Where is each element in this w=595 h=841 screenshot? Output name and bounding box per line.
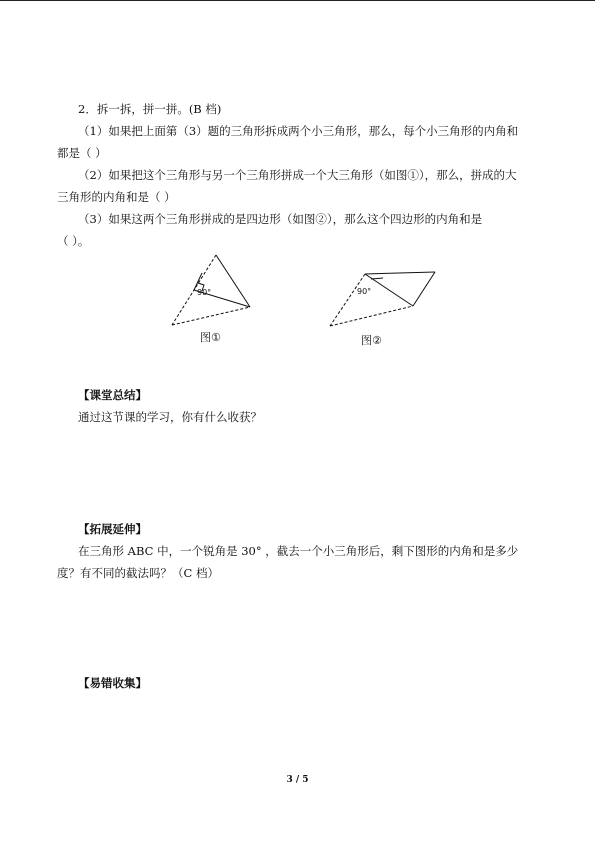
fig2-edge-top	[365, 272, 435, 274]
question-1-line-1: （1）如果把上面第（3）题的三角形拆成两个小三角形，那么，每个小三角形的内角和	[78, 124, 519, 138]
question-2-line-2: 三角形的内角和是（ ）	[57, 190, 176, 204]
fig1-caption: 图①	[200, 331, 221, 344]
question-2-line-1: （2）如果把这个三角形与另一个三角形拼成一个大三角形（如图①），那么，拼成的大	[78, 168, 517, 182]
section-title: 2．拆一拆，拼一拼。(B 档)	[78, 102, 222, 116]
fig1-edge-bottom	[172, 307, 250, 325]
question-1-line-2: 都是（ ）	[57, 146, 107, 160]
summary-heading: 【课堂总结】	[78, 388, 147, 402]
fig2-inner-line	[371, 278, 383, 279]
page-number: 3 / 5	[286, 775, 309, 785]
fig2-caption: 图②	[361, 334, 382, 347]
question-3-line-2: （ ）。	[57, 234, 90, 248]
fig2-edge-bottom	[330, 306, 413, 326]
extension-line-2: 度？有不同的截法吗？（C 档）	[57, 566, 219, 580]
fig2-edge-right	[413, 272, 435, 306]
mistakes-heading: 【易错收集】	[78, 676, 147, 690]
figure-2-diagram	[325, 260, 445, 355]
figure-1-diagram	[160, 245, 270, 355]
fig1-angle-label: 90°	[197, 288, 212, 297]
fig2-edge-left	[330, 274, 365, 326]
top-border-line	[0, 0, 595, 1]
extension-heading: 【拓展延伸】	[78, 522, 147, 536]
fig1-edge-right	[216, 255, 250, 307]
summary-text: 通过这节课的学习，你有什么收获？	[78, 410, 262, 424]
extension-line-1: 在三角形 ABC 中，一个锐角是 30° ，截去一个小三角形后，剩下图形的内角和是多少	[78, 544, 519, 558]
question-3-line-1: （3）如果这两个三角形拼成的是四边形（如图②），那么这个四边形的内角和是	[78, 212, 483, 226]
fig2-angle-label: 90°	[357, 287, 372, 296]
